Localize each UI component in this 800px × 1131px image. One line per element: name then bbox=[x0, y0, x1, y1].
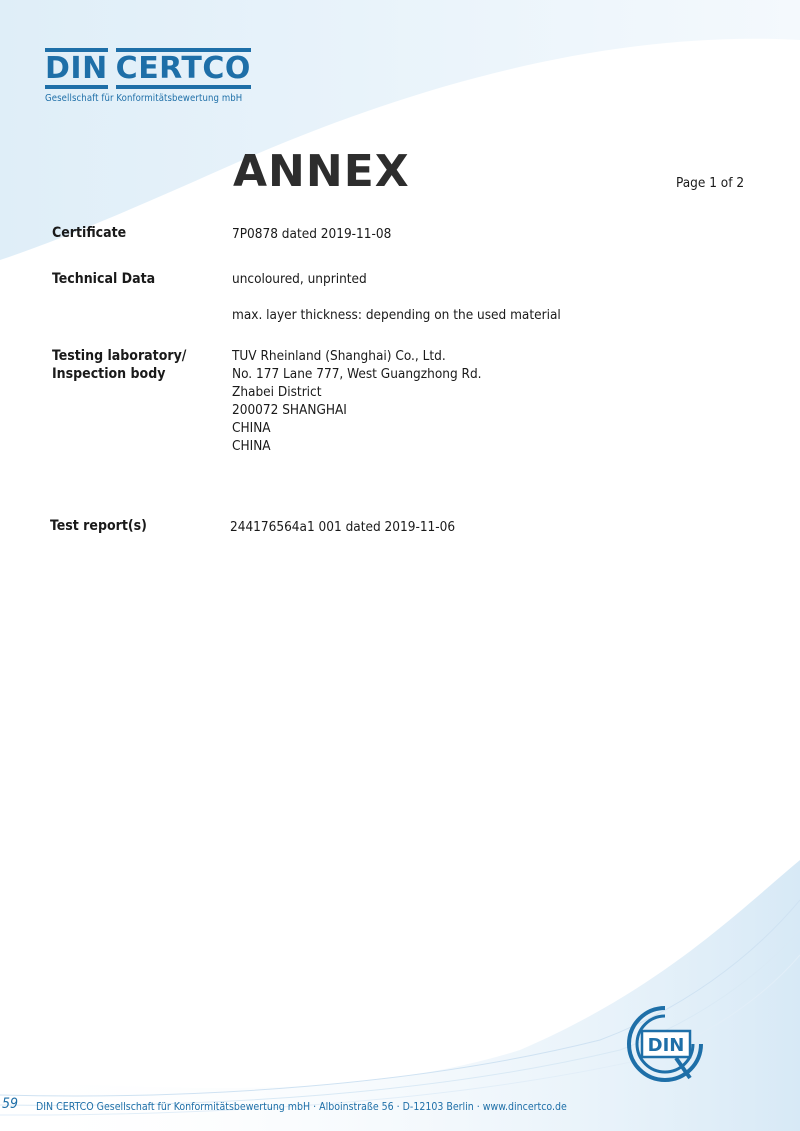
logo-word-certco: CERTCO bbox=[116, 48, 251, 89]
address-line: 200072 SHANGHAI bbox=[232, 402, 347, 418]
technical-data-line: uncoloured, unprinted bbox=[232, 271, 367, 287]
test-reports-label: Test report(s) bbox=[50, 518, 147, 534]
footer-mark: 59 bbox=[2, 1096, 19, 1112]
certificate-value: 7P0878 dated 2019-11-08 bbox=[232, 226, 392, 242]
logo-word-din: DIN bbox=[45, 48, 108, 89]
test-reports-value: 244176564a1 001 dated 2019-11-06 bbox=[230, 519, 456, 535]
certificate-label: Certificate bbox=[52, 225, 127, 241]
page-title: ANNEX bbox=[233, 146, 410, 197]
address-line: Zhabei District bbox=[232, 384, 322, 400]
din-certco-logo bbox=[45, 48, 251, 104]
testing-lab-label: Inspection body bbox=[52, 366, 166, 382]
footer-address: DIN CERTCO Gesellschaft für Konformitätsbewertung mbH · Alboinstraße 56 · D-12103 Berlin · www.dincertco.de bbox=[36, 1101, 567, 1113]
seal-text: DIN bbox=[647, 1035, 685, 1056]
address-line: CHINA bbox=[232, 420, 271, 436]
technical-data-line: max. layer thickness: depending on the used material bbox=[232, 307, 561, 323]
logo-wordmark bbox=[45, 48, 251, 89]
testing-lab-label: Testing laboratory/ bbox=[52, 348, 187, 364]
address-line: CHINA bbox=[232, 438, 271, 454]
logo-subtitle: Gesellschaft für Konformitätsbewertung mbH bbox=[45, 93, 243, 104]
technical-data-label: Technical Data bbox=[52, 271, 156, 287]
page-number: Page 1 of 2 bbox=[676, 175, 745, 191]
address-line: TUV Rheinland (Shanghai) Co., Ltd. bbox=[232, 348, 446, 364]
din-seal-icon bbox=[620, 1000, 710, 1085]
address-line: No. 177 Lane 777, West Guangzhong Rd. bbox=[232, 366, 482, 382]
